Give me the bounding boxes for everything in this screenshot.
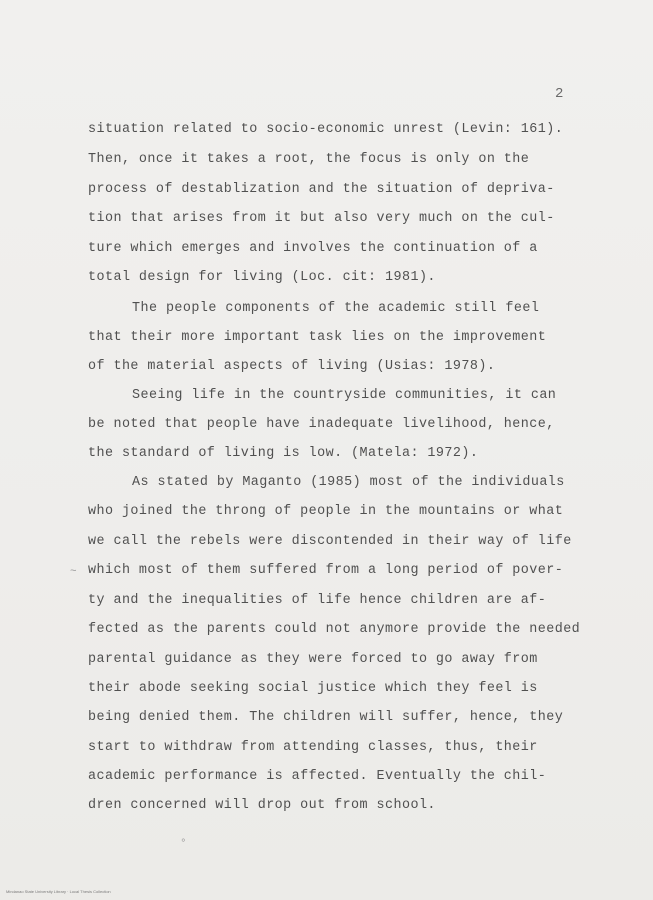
text-line: who joined the throng of people in the mountains or what (88, 504, 564, 519)
text-line: being denied them. The children will suffer, hence, they (88, 710, 564, 725)
page-number: 2 (555, 86, 564, 102)
text-line: As stated by Maganto (1985) most of the individuals (132, 475, 565, 490)
text-line: we call the rebels were discontended in their way of life (88, 534, 572, 549)
stray-mark: ° (180, 838, 187, 850)
text-line: The people components of the academic still feel (132, 301, 540, 316)
text-line: of the material aspects of living (Usias: 1978). (88, 359, 496, 374)
text-line: the standard of living is low. (Matela: 1972). (88, 446, 479, 461)
text-line: start to withdraw from attending classes, thus, their (88, 740, 538, 755)
text-line: total design for living (Loc. cit: 1981). (88, 270, 436, 285)
text-line: Then, once it takes a root, the focus is only on the (88, 152, 530, 167)
stray-mark: ~ (70, 566, 77, 578)
text-line: fected as the parents could not anymore provide the needed (88, 622, 581, 637)
text-line: ture which emerges and involves the continuation of a (88, 241, 538, 256)
text-line: academic performance is affected. Eventually the chil- (88, 769, 547, 784)
text-line: tion that arises from it but also very much on the cul- (88, 211, 555, 226)
footer-text: Mindanao State University Library · Local Thesis Collection (6, 889, 111, 894)
text-line: dren concerned will drop out from school. (88, 798, 436, 813)
text-line: that their more important task lies on the improvement (88, 330, 547, 345)
text-line: be noted that people have inadequate livelihood, hence, (88, 417, 555, 432)
text-line: process of destablization and the situation of depriva- (88, 182, 555, 197)
text-line: their abode seeking social justice which they feel is (88, 681, 538, 696)
text-line: Seeing life in the countryside communities, it can (132, 388, 557, 403)
text-line: parental guidance as they were forced to go away from (88, 652, 538, 667)
text-line: ty and the inequalities of life hence children are af- (88, 593, 547, 608)
text-line: situation related to socio-economic unrest (Levin: 161). (88, 122, 564, 137)
text-line: which most of them suffered from a long period of pover- (88, 563, 564, 578)
